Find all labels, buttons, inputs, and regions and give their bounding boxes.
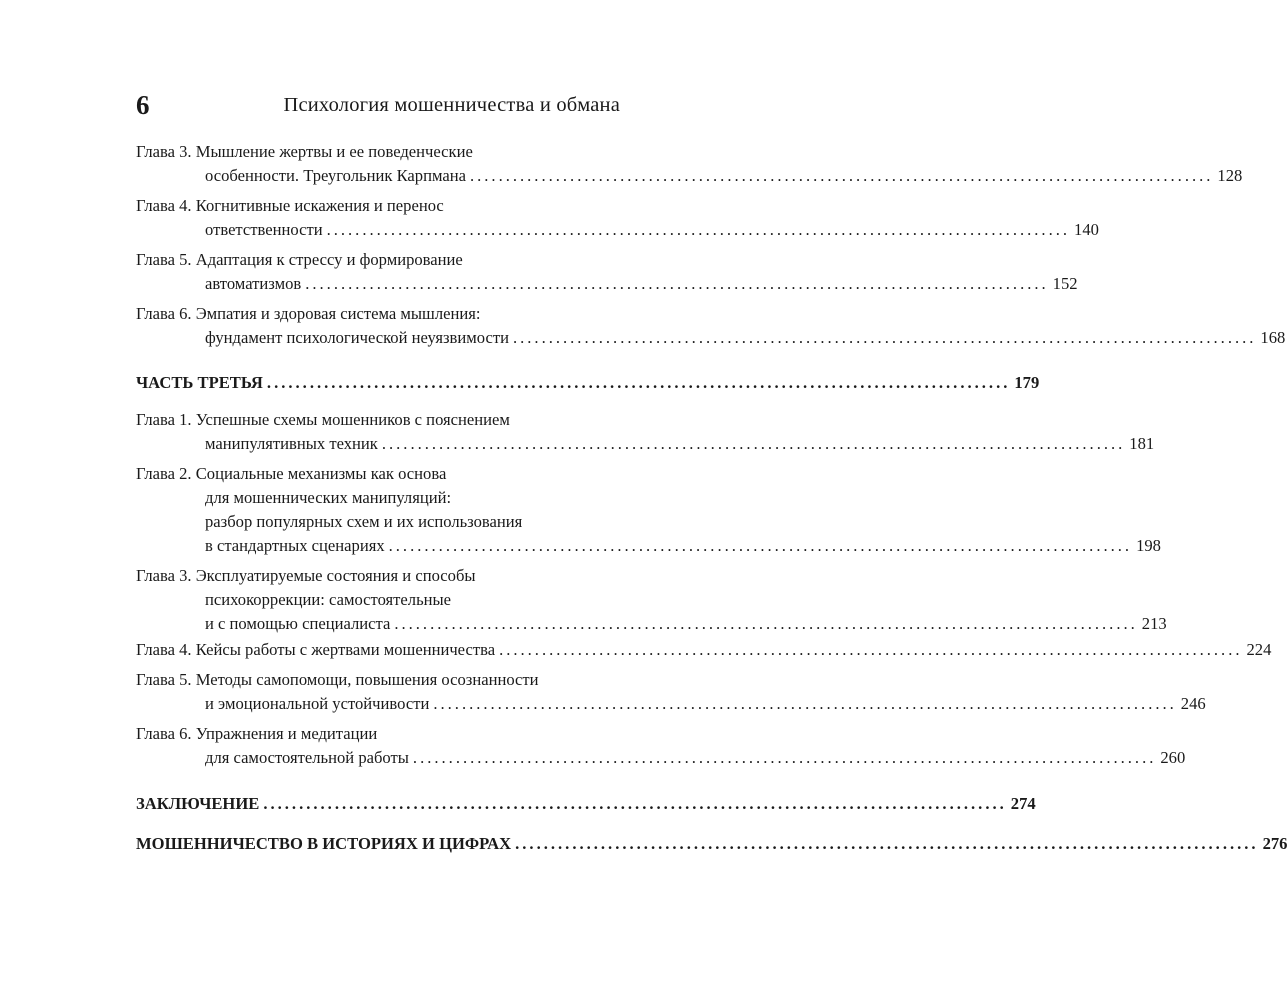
dot-leader: ........................................................................................................ — [412, 748, 1157, 767]
toc-entry-page: 260 — [1160, 748, 1186, 767]
toc-entry-title: Глава 1. Успешные схемы мошенников с пояснением — [136, 410, 510, 429]
toc-entry-leader-line — [205, 746, 1186, 770]
toc-entry-title: Глава 6. Упражнения и медитации — [136, 724, 378, 743]
toc-entry-title: Глава 5. Адаптация к стрессу и формирование — [136, 250, 463, 269]
dot-leader: ........................................................................................................ — [263, 794, 1007, 813]
toc-entry-leader-line — [205, 164, 1243, 188]
toc-entry-page: 246 — [1180, 694, 1206, 713]
dot-leader: ........................................................................................................ — [381, 434, 1126, 453]
toc-entry-page: 179 — [1014, 373, 1040, 392]
toc-entry-leader-line — [205, 692, 1206, 716]
toc-entry-page: 181 — [1129, 434, 1155, 453]
toc-entry-title-cont: особенности. Треугольник Карпмана — [205, 166, 466, 185]
toc-entry-title-cont: разбор популярных схем и их использования — [205, 512, 523, 531]
toc-entry-leader-line — [205, 612, 1167, 636]
toc-entry-title-cont: для мошеннических манипуляций: — [205, 488, 452, 507]
dot-leader: ........................................................................................................ — [394, 614, 1138, 633]
toc-entry-leader-line — [205, 432, 1155, 456]
toc-entry-title-cont: фундамент психологической неуязвимости — [205, 328, 509, 347]
toc-entry-title: Глава 3. Мышление жертвы и ее поведенческие — [136, 142, 473, 161]
toc-entry-leader-line — [205, 534, 1161, 558]
toc-entry-page: 168 — [1260, 328, 1286, 347]
dot-leader: ........................................................................................................ — [469, 166, 1214, 185]
page-header — [136, 88, 620, 122]
toc-entry-page: 152 — [1052, 274, 1078, 293]
toc-entry-leader-line — [205, 272, 1078, 296]
toc-part-title: ЗАКЛЮЧЕНИЕ — [136, 794, 260, 813]
toc-entry-title-cont: для самостоятельной работы — [205, 748, 409, 767]
dot-leader: ........................................................................................................ — [515, 834, 1259, 853]
toc-entry-leader-line — [136, 792, 1036, 816]
toc-entry-title: Глава 4. Когнитивные искажения и перенос — [136, 196, 444, 215]
toc-entry-leader-line — [136, 638, 1272, 662]
dot-leader: ........................................................................................................ — [433, 694, 1177, 713]
toc-entry-page: 276 — [1262, 834, 1287, 853]
toc-part-title: МОШЕННИЧЕСТВО В ИСТОРИЯХ И ЦИФРАХ — [136, 834, 512, 853]
toc-entry-page: 198 — [1136, 536, 1161, 555]
toc-part-title: ЧАСТЬ ТРЕТЬЯ — [136, 373, 263, 392]
toc-entry-title-cont: и эмоциональной устойчивости — [205, 694, 430, 713]
toc-entry-title-cont: ответственности — [205, 220, 323, 239]
toc-entry-title: Глава 4. Кейсы работы с жертвами мошенничества — [136, 640, 496, 659]
dot-leader: ........................................................................................................ — [388, 536, 1133, 555]
dot-leader: ........................................................................................................ — [305, 274, 1049, 293]
running-title: Психология мошенничества и обмана — [283, 94, 620, 116]
toc-entry-title: Глава 6. Эмпатия и здоровая система мышления: — [136, 304, 481, 323]
toc-entry-leader-line — [136, 371, 1040, 395]
toc-entry-title-cont: автоматизмов — [205, 274, 302, 293]
toc-entry-title-cont: и с помощью специалиста — [205, 614, 391, 633]
toc-entry-page: 274 — [1010, 794, 1036, 813]
toc-entry-title-cont: манипулятивных техник — [205, 434, 378, 453]
toc-entry-title: Глава 5. Методы самопомощи, повышения осознанности — [136, 670, 539, 689]
toc-entry-title: Глава 2. Социальные механизмы как основа — [136, 464, 447, 483]
toc-entry-leader-line — [205, 326, 1286, 350]
toc-entry-page: 128 — [1217, 166, 1243, 185]
dot-leader: ........................................................................................................ — [512, 328, 1257, 347]
toc-entry-title-cont: психокоррекции: самостоятельные — [205, 590, 452, 609]
page-number: 6 — [136, 90, 150, 120]
toc-entry-page: 213 — [1141, 614, 1167, 633]
toc-entry-leader-line — [205, 218, 1099, 242]
toc-entry-leader-line — [136, 832, 1287, 856]
dot-leader: ........................................................................................................ — [499, 640, 1243, 659]
toc-entry-page: 140 — [1074, 220, 1099, 239]
toc-entry-page: 224 — [1246, 640, 1272, 659]
dot-leader: ........................................................................................................ — [266, 373, 1011, 392]
dot-leader: ........................................................................................................ — [326, 220, 1071, 239]
toc-entry-title: Глава 3. Эксплуатируемые состояния и способы — [136, 566, 476, 585]
toc-entry-title-cont: в стандартных сценариях — [205, 536, 385, 555]
